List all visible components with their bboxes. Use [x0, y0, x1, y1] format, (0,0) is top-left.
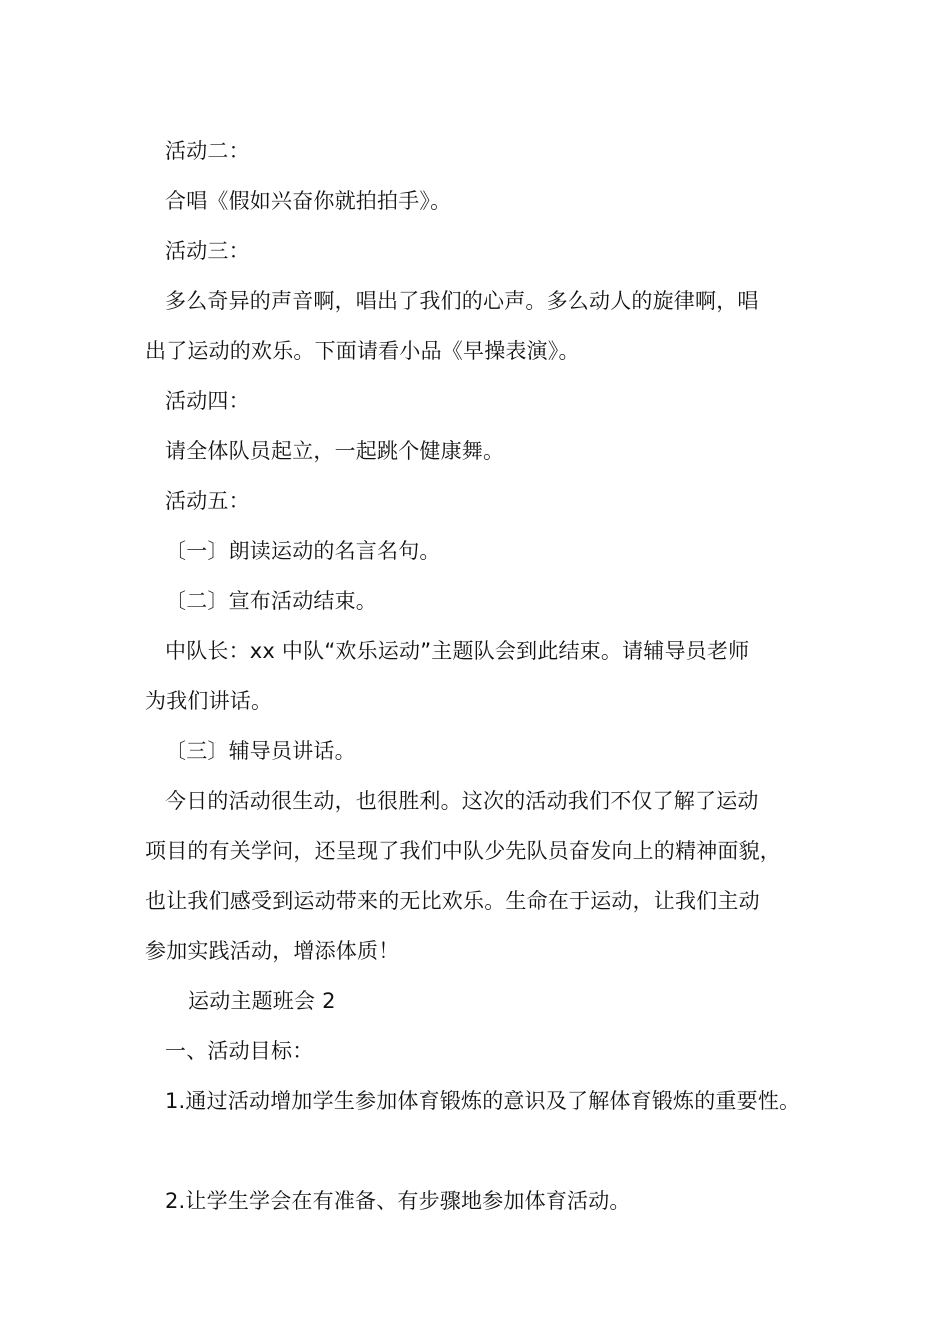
- paragraph-line: 项目的有关学问，还呈现了我们中队少先队员奋发向上的精神面貌，: [145, 839, 781, 863]
- paragraph-line: 多么奇异的声音啊，唱出了我们的心声。多么动人的旋律啊，唱: [165, 289, 759, 313]
- list-item: 〔二〕宣布活动结束。: [165, 589, 377, 613]
- heading-activity-4: 活动四：: [165, 389, 250, 413]
- paragraph-line: 中队长：xx 中队“欢乐运动”主题队会到此结束。请辅导员老师: [165, 639, 750, 663]
- paragraph-line: 今日的活动很生动，也很胜利。这次的活动我们不仅了解了运动: [165, 789, 759, 813]
- paragraph-line: 参加实践活动，增添体质！: [145, 939, 400, 963]
- heading-activity-3: 活动三：: [165, 239, 250, 263]
- list-item: 〔三〕辅导员讲话。: [165, 739, 356, 763]
- heading-objectives: 一、活动目标：: [165, 1039, 314, 1063]
- list-item: 〔一〕朗读运动的名言名句。: [165, 539, 441, 563]
- section-title: 运动主题班会 2: [188, 989, 336, 1013]
- list-item: 1.通过活动增加学生参加体育锻炼的意识及了解体育锻炼的重要性。: [165, 1089, 801, 1113]
- paragraph-line: 出了运动的欢乐。下面请看小品《早操表演》。: [145, 339, 580, 363]
- paragraph-chorus: 合唱《假如兴奋你就拍拍手》。: [165, 189, 452, 213]
- paragraph-line: 请全体队员起立，一起跳个健康舞。: [165, 439, 505, 463]
- paragraph-line: 为我们讲话。: [145, 689, 273, 713]
- list-item: 2.让学生学会在有准备、有步骤地参加体育活动。: [165, 1189, 631, 1213]
- heading-activity-5: 活动五：: [165, 489, 250, 513]
- paragraph-line: 也让我们感受到运动带来的无比欢乐。生命在于运动，让我们主动: [145, 889, 760, 913]
- heading-activity-2: 活动二：: [165, 139, 250, 163]
